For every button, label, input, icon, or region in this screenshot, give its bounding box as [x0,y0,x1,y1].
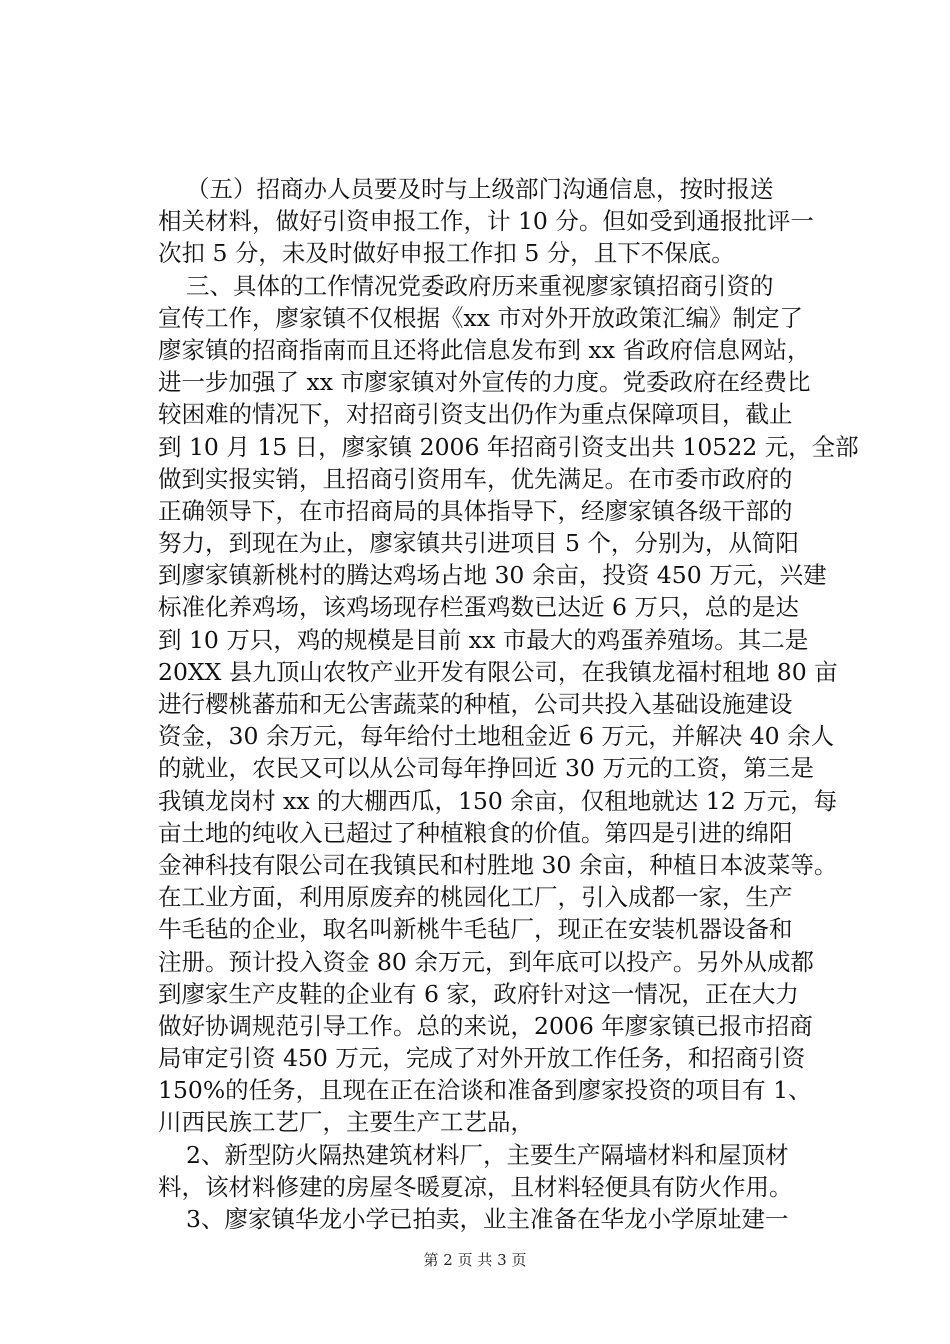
text-line: 2、新型防火隔热建筑材料厂，主要生产隔墙材料和屋顶材 [186,1140,789,1169]
text-line: 金神科技有限公司在我镇民和村胜地 30 余亩，种植日本波菜等。 [158,850,838,879]
text-line: 注册。预计投入资金 80 余万元，到年底可以投产。另外从成都 [158,947,814,976]
text-line: 进一步加强了 xx 市廖家镇对外宣传的力度。党委政府在经费比 [158,368,811,397]
text-line: 牛毛毡的企业，取名叫新桃牛毛毡厂，现正在安装机器设备和 [158,915,793,944]
text-line: 150%的任务，且现在正在洽谈和准备到廖家投资的项目有 1、 [158,1076,812,1105]
text-line: 相关材料，做好引资申报工作，计 10 分。但如受到通报批评一 [158,207,814,236]
text-line: 的就业，农民又可以从公司每年挣回近 30 万元的工资，第三是 [158,754,814,783]
text-line: 亩土地的纯收入已超过了种植粮食的价值。第四是引进的绵阳 [158,818,793,847]
text-line: 宣传工作，廖家镇不仅根据《xx 市对外开放政策汇编》制定了 [158,303,803,332]
text-line: 到 10 万只，鸡的规模是目前 xx 市最大的鸡蛋养殖场。其二是 [158,625,809,654]
text-line: 川西民族工艺厂，主要生产工艺品， [158,1108,534,1137]
text-line: 到廖家生产皮鞋的企业有 6 家，政府针对这一情况，正在大力 [158,979,799,1008]
text-line: 进行樱桃蕃茄和无公害蔬菜的种植，公司共投入基础设施建设 [158,690,793,718]
text-line: 努力，到现在为止，廖家镇共引进项目 5 个，分别为，从简阳 [158,529,799,558]
page-footer: 第 2 页 共 3 页 [423,1251,527,1269]
text-line: 料，该材料修建的房屋冬暖夏凉，且材料轻便具有防火作用。 [158,1172,793,1201]
text-line: 廖家镇的招商指南而且还将此信息发布到 xx 省政府信息网站， [158,335,811,364]
text-line: 较困难的情况下，对招商引资支出仍作为重点保障项目，截止 [158,400,793,429]
text-line: 次扣 5 分，未及时做好申报工作扣 5 分，且下不保底。 [158,239,735,268]
text-line: 资金，30 余万元，每年给付土地租金近 6 万元，并解决 40 余人 [158,722,835,751]
text-line: 我镇龙岗村 xx 的大棚西瓜，150 余亩，仅租地就达 12 万元，每 [158,786,838,815]
text-line: 局审定引资 450 万元，完成了对外开放工作任务，和招商引资 [158,1044,806,1073]
document-body [158,173,859,1235]
text-line: 到 10 月 15 日，廖家镇 2006 年招商引资支出共 10522 元，全部 [158,432,859,461]
text-line: （五）招商办人员要及时与上级部门沟通信息，按时报送 [186,175,774,203]
text-line: 在工业方面，利用原废弃的桃园化工厂，引入成都一家，生产 [158,883,793,912]
text-line: 做到实报实销，且招商引资用车，优先满足。在市委市政府的 [158,464,793,493]
text-line: 3、廖家镇华龙小学已拍卖，业主准备在华龙小学原址建一 [186,1205,789,1233]
text-line: 做好协调规范引导工作。总的来说，2006 年廖家镇已报市招商 [158,1011,813,1040]
text-line: 到廖家镇新桃村的腾达鸡场占地 30 余亩，投资 450 万元，兴建 [158,561,827,590]
text-line: 正确领导下，在市招商局的具体指导下，经廖家镇各级干部的 [158,496,793,525]
text-line: 三、具体的工作情况党委政府历来重视廖家镇招商引资的 [186,271,774,300]
text-line: 标准化养鸡场，该鸡场现存栏蛋鸡数已达近 6 万只，总的是达 [158,593,799,622]
text-line: 20XX 县九顶山农牧产业开发有限公司，在我镇龙福村租地 80 亩 [158,657,838,686]
